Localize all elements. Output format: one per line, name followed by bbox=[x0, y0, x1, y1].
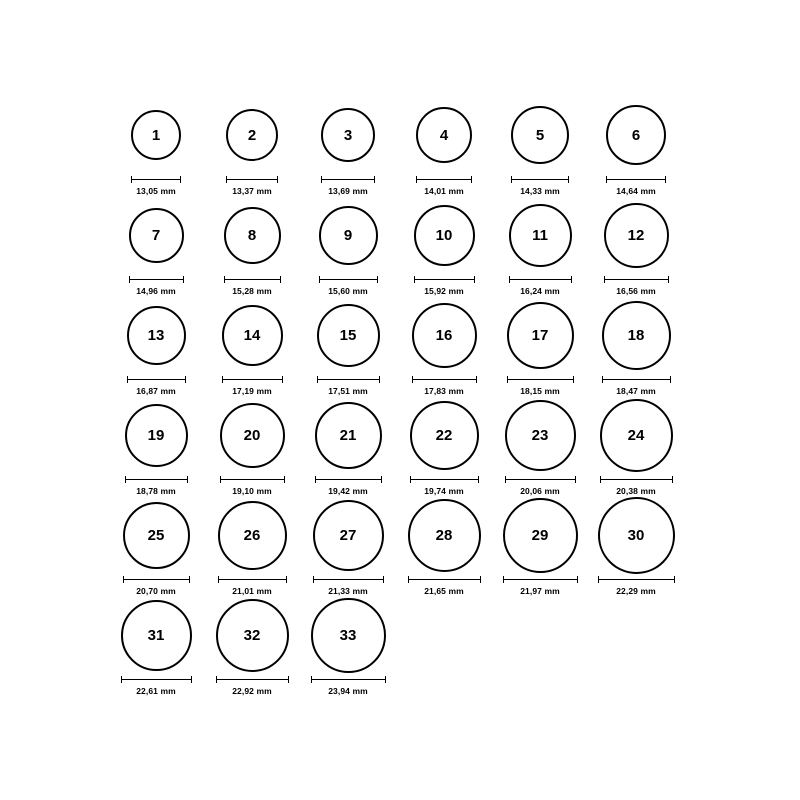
diameter-measure-bar bbox=[588, 175, 684, 183]
ring-circle-icon bbox=[313, 500, 384, 571]
ring-size-label: 33 bbox=[339, 626, 357, 644]
ring-size-row bbox=[108, 396, 692, 496]
ring-circle-icon bbox=[125, 404, 188, 467]
ring-outline-wrap bbox=[204, 496, 300, 574]
ring-outline-wrap bbox=[108, 196, 204, 274]
ring-size-item[interactable] bbox=[396, 396, 492, 496]
ring-outline-wrap bbox=[204, 596, 300, 674]
ring-diameter-label: 15,92 mm bbox=[424, 286, 464, 296]
ring-circle-icon bbox=[319, 206, 378, 265]
ring-outline-wrap bbox=[396, 196, 492, 274]
measure-line bbox=[511, 179, 569, 180]
diameter-measure-bar bbox=[204, 675, 300, 683]
diameter-measure-bar bbox=[204, 175, 300, 183]
ring-size-label: 28 bbox=[435, 526, 453, 544]
diameter-measure-bar bbox=[492, 575, 588, 583]
diameter-measure-bar bbox=[396, 575, 492, 583]
ring-outline-wrap bbox=[492, 296, 588, 374]
diameter-measure-bar bbox=[204, 475, 300, 483]
ring-circle-icon bbox=[224, 207, 281, 264]
ring-circle-icon bbox=[505, 400, 576, 471]
ring-circle-icon bbox=[131, 110, 181, 160]
diameter-measure-bar bbox=[204, 375, 300, 383]
measure-line bbox=[319, 279, 378, 280]
ring-outline-wrap bbox=[396, 96, 492, 174]
ring-outline-wrap bbox=[492, 196, 588, 274]
ring-size-label: 29 bbox=[531, 526, 549, 544]
ring-size-label: 11 bbox=[532, 226, 548, 244]
ring-diameter-label: 19,10 mm bbox=[232, 486, 272, 496]
ring-diameter-label: 14,96 mm bbox=[136, 286, 176, 296]
diameter-measure-bar bbox=[492, 275, 588, 283]
ring-size-row bbox=[108, 496, 692, 596]
ring-size-item[interactable] bbox=[108, 496, 204, 596]
ring-size-item[interactable] bbox=[204, 296, 300, 396]
ring-outline-wrap bbox=[108, 96, 204, 174]
diameter-measure-bar bbox=[588, 475, 684, 483]
ring-outline-wrap bbox=[300, 296, 396, 374]
ring-diameter-label: 13,37 mm bbox=[232, 186, 272, 196]
ring-circle-icon bbox=[216, 599, 289, 672]
diameter-measure-bar bbox=[108, 375, 204, 383]
diameter-measure-bar bbox=[300, 275, 396, 283]
ring-diameter-label: 22,29 mm bbox=[616, 586, 656, 596]
ring-diameter-label: 14,33 mm bbox=[520, 186, 560, 196]
ring-diameter-label: 17,83 mm bbox=[424, 386, 464, 396]
ring-size-item[interactable] bbox=[204, 96, 300, 196]
ring-circle-icon bbox=[127, 306, 186, 365]
diameter-measure-bar bbox=[588, 375, 684, 383]
ring-size-item[interactable] bbox=[108, 96, 204, 196]
ring-size-label: 9 bbox=[343, 226, 353, 244]
ring-size-item[interactable] bbox=[588, 196, 684, 296]
ring-circle-icon bbox=[602, 301, 671, 370]
ring-outline-wrap bbox=[396, 496, 492, 574]
diameter-measure-bar bbox=[108, 475, 204, 483]
diameter-measure-bar bbox=[204, 575, 300, 583]
measure-line bbox=[313, 579, 384, 580]
ring-outline-wrap bbox=[204, 296, 300, 374]
ring-size-label: 17 bbox=[531, 326, 549, 344]
diameter-measure-bar bbox=[396, 175, 492, 183]
ring-circle-icon bbox=[129, 208, 184, 263]
ring-diameter-label: 21,65 mm bbox=[424, 586, 464, 596]
diameter-measure-bar bbox=[396, 275, 492, 283]
ring-size-label: 16 bbox=[435, 326, 453, 344]
measure-line bbox=[127, 379, 186, 380]
ring-circle-icon bbox=[317, 304, 380, 367]
ring-circle-icon bbox=[226, 109, 278, 161]
ring-diameter-label: 13,05 mm bbox=[136, 186, 176, 196]
ring-size-label: 4 bbox=[439, 126, 449, 144]
ring-outline-wrap bbox=[588, 196, 684, 274]
ring-diameter-label: 15,60 mm bbox=[328, 286, 368, 296]
ring-size-row bbox=[108, 596, 692, 696]
measure-line bbox=[509, 279, 572, 280]
ring-size-item[interactable] bbox=[396, 196, 492, 296]
ring-size-row bbox=[108, 196, 692, 296]
diameter-measure-bar bbox=[204, 275, 300, 283]
ring-diameter-label: 20,06 mm bbox=[520, 486, 560, 496]
ring-size-item[interactable] bbox=[108, 396, 204, 496]
measure-line bbox=[414, 279, 475, 280]
ring-outline-wrap bbox=[300, 596, 396, 674]
ring-size-label: 2 bbox=[247, 126, 257, 144]
ring-diameter-label: 22,92 mm bbox=[232, 686, 272, 696]
ring-diameter-label: 19,74 mm bbox=[424, 486, 464, 496]
ring-outline-wrap bbox=[396, 396, 492, 474]
ring-circle-icon bbox=[509, 204, 572, 267]
ring-size-item[interactable] bbox=[204, 396, 300, 496]
diameter-measure-bar bbox=[492, 175, 588, 183]
ring-circle-icon bbox=[311, 598, 386, 673]
ring-size-label: 22 bbox=[435, 426, 453, 444]
ring-diameter-label: 14,64 mm bbox=[616, 186, 656, 196]
ring-size-label: 23 bbox=[531, 426, 549, 444]
diameter-measure-bar bbox=[300, 375, 396, 383]
ring-outline-wrap bbox=[204, 96, 300, 174]
measure-line bbox=[123, 579, 190, 580]
diameter-measure-bar bbox=[396, 375, 492, 383]
ring-outline-wrap bbox=[588, 296, 684, 374]
ring-size-item[interactable] bbox=[204, 596, 300, 696]
diameter-measure-bar bbox=[108, 175, 204, 183]
diameter-measure-bar bbox=[300, 475, 396, 483]
diameter-measure-bar bbox=[396, 475, 492, 483]
ring-size-label: 10 bbox=[435, 226, 453, 244]
ring-circle-icon bbox=[410, 401, 479, 470]
ring-size-label: 32 bbox=[243, 626, 261, 644]
ring-circle-icon bbox=[218, 501, 287, 570]
ring-size-item[interactable] bbox=[492, 196, 588, 296]
ring-circle-icon bbox=[606, 105, 666, 165]
ring-outline-wrap bbox=[108, 496, 204, 574]
measure-line bbox=[226, 179, 278, 180]
ring-size-label: 27 bbox=[339, 526, 357, 544]
ring-size-item[interactable] bbox=[492, 396, 588, 496]
ring-size-label: 25 bbox=[147, 526, 165, 544]
measure-line bbox=[224, 279, 281, 280]
ring-size-item[interactable] bbox=[396, 296, 492, 396]
measure-line bbox=[311, 679, 386, 680]
ring-circle-icon bbox=[598, 497, 675, 574]
ring-size-item[interactable] bbox=[588, 496, 684, 596]
ring-size-item[interactable] bbox=[300, 196, 396, 296]
ring-size-item[interactable] bbox=[300, 496, 396, 596]
ring-size-item[interactable] bbox=[588, 96, 684, 196]
ring-diameter-label: 18,15 mm bbox=[520, 386, 560, 396]
ring-circle-icon bbox=[121, 600, 192, 671]
diameter-measure-bar bbox=[108, 575, 204, 583]
ring-circle-icon bbox=[600, 399, 673, 472]
ring-diameter-label: 21,33 mm bbox=[328, 586, 368, 596]
measure-line bbox=[503, 579, 578, 580]
ring-circle-icon bbox=[414, 205, 475, 266]
diameter-measure-bar bbox=[108, 675, 204, 683]
ring-diameter-label: 14,01 mm bbox=[424, 186, 464, 196]
ring-size-row bbox=[108, 96, 692, 196]
ring-diameter-label: 20,38 mm bbox=[616, 486, 656, 496]
ring-diameter-label: 20,70 mm bbox=[136, 586, 176, 596]
ring-size-label: 31 bbox=[147, 626, 165, 644]
ring-size-item[interactable] bbox=[108, 596, 204, 696]
ring-circle-icon bbox=[416, 107, 472, 163]
ring-size-label: 5 bbox=[535, 126, 545, 144]
ring-size-label: 15 bbox=[339, 326, 357, 344]
measure-line bbox=[602, 379, 671, 380]
ring-circle-icon bbox=[412, 303, 477, 368]
ring-diameter-label: 17,51 mm bbox=[328, 386, 368, 396]
ring-size-item[interactable] bbox=[588, 296, 684, 396]
measure-line bbox=[410, 479, 479, 480]
ring-size-item[interactable] bbox=[396, 96, 492, 196]
ring-diameter-label: 18,47 mm bbox=[616, 386, 656, 396]
ring-circle-icon bbox=[511, 106, 569, 164]
ring-outline-wrap bbox=[588, 96, 684, 174]
diameter-measure-bar bbox=[300, 175, 396, 183]
ring-diameter-label: 22,61 mm bbox=[136, 686, 176, 696]
ring-size-label: 14 bbox=[243, 326, 261, 344]
measure-line bbox=[600, 479, 673, 480]
ring-circle-icon bbox=[315, 402, 382, 469]
diameter-measure-bar bbox=[588, 575, 684, 583]
ring-diameter-label: 16,87 mm bbox=[136, 386, 176, 396]
ring-size-label: 13 bbox=[147, 326, 165, 344]
ring-outline-wrap bbox=[588, 396, 684, 474]
ring-outline-wrap bbox=[300, 96, 396, 174]
measure-line bbox=[216, 679, 289, 680]
ring-circle-icon bbox=[222, 305, 283, 366]
measure-line bbox=[121, 679, 192, 680]
diameter-measure-bar bbox=[300, 675, 396, 683]
measure-line bbox=[606, 179, 666, 180]
ring-circle-icon bbox=[321, 108, 375, 162]
ring-diameter-label: 21,97 mm bbox=[520, 586, 560, 596]
measure-line bbox=[505, 479, 576, 480]
ring-diameter-label: 21,01 mm bbox=[232, 586, 272, 596]
ring-size-label: 18 bbox=[627, 326, 645, 344]
ring-outline-wrap bbox=[204, 396, 300, 474]
ring-size-item[interactable] bbox=[108, 196, 204, 296]
ring-size-item[interactable] bbox=[204, 496, 300, 596]
ring-size-label: 6 bbox=[631, 126, 641, 144]
ring-size-label: 21 bbox=[339, 426, 357, 444]
measure-line bbox=[416, 179, 472, 180]
ring-diameter-label: 16,24 mm bbox=[520, 286, 560, 296]
diameter-measure-bar bbox=[492, 475, 588, 483]
measure-line bbox=[131, 179, 181, 180]
ring-diameter-label: 19,42 mm bbox=[328, 486, 368, 496]
ring-size-item[interactable] bbox=[204, 196, 300, 296]
ring-circle-icon bbox=[408, 499, 481, 572]
ring-outline-wrap bbox=[492, 96, 588, 174]
ring-size-item[interactable] bbox=[492, 496, 588, 596]
ring-size-item[interactable] bbox=[396, 496, 492, 596]
ring-size-item[interactable] bbox=[492, 96, 588, 196]
ring-diameter-label: 16,56 mm bbox=[616, 286, 656, 296]
measure-line bbox=[412, 379, 477, 380]
ring-circle-icon bbox=[604, 203, 669, 268]
ring-size-label: 30 bbox=[627, 526, 645, 544]
ring-size-label: 26 bbox=[243, 526, 261, 544]
ring-size-label: 24 bbox=[627, 426, 645, 444]
ring-diameter-label: 17,19 mm bbox=[232, 386, 272, 396]
ring-size-item[interactable] bbox=[300, 596, 396, 696]
ring-size-label: 12 bbox=[627, 226, 645, 244]
ring-size-label: 7 bbox=[151, 226, 161, 244]
ring-size-item[interactable] bbox=[108, 296, 204, 396]
measure-line bbox=[222, 379, 283, 380]
ring-outline-wrap bbox=[300, 396, 396, 474]
diameter-measure-bar bbox=[492, 375, 588, 383]
ring-size-label: 20 bbox=[243, 426, 261, 444]
measure-line bbox=[408, 579, 481, 580]
ring-size-row bbox=[108, 296, 692, 396]
ring-size-item[interactable] bbox=[300, 296, 396, 396]
ring-outline-wrap bbox=[108, 596, 204, 674]
ring-outline-wrap bbox=[300, 496, 396, 574]
ring-diameter-label: 13,69 mm bbox=[328, 186, 368, 196]
measure-line bbox=[129, 279, 184, 280]
ring-size-item[interactable] bbox=[492, 296, 588, 396]
measure-line bbox=[218, 579, 287, 580]
diameter-measure-bar bbox=[300, 575, 396, 583]
ring-circle-icon bbox=[220, 403, 285, 468]
measure-line bbox=[220, 479, 285, 480]
ring-size-item[interactable] bbox=[300, 396, 396, 496]
ring-outline-wrap bbox=[300, 196, 396, 274]
ring-circle-icon bbox=[503, 498, 578, 573]
measure-line bbox=[598, 579, 675, 580]
diameter-measure-bar bbox=[108, 275, 204, 283]
ring-size-item[interactable] bbox=[300, 96, 396, 196]
ring-outline-wrap bbox=[492, 396, 588, 474]
ring-outline-wrap bbox=[108, 396, 204, 474]
measure-line bbox=[507, 379, 574, 380]
ring-outline-wrap bbox=[492, 496, 588, 574]
ring-size-label: 19 bbox=[147, 426, 165, 444]
ring-outline-wrap bbox=[396, 296, 492, 374]
ring-size-label: 8 bbox=[247, 226, 257, 244]
measure-line bbox=[604, 279, 669, 280]
measure-line bbox=[321, 179, 375, 180]
measure-line bbox=[125, 479, 188, 480]
ring-diameter-label: 15,28 mm bbox=[232, 286, 272, 296]
ring-size-label: 1 bbox=[151, 126, 161, 144]
ring-size-item[interactable] bbox=[588, 396, 684, 496]
ring-circle-icon bbox=[123, 502, 190, 569]
ring-diameter-label: 23,94 mm bbox=[328, 686, 368, 696]
ring-size-grid bbox=[108, 96, 692, 696]
ring-circle-icon bbox=[507, 302, 574, 369]
ring-outline-wrap bbox=[204, 196, 300, 274]
ring-outline-wrap bbox=[108, 296, 204, 374]
measure-line bbox=[317, 379, 380, 380]
ring-outline-wrap bbox=[588, 496, 684, 574]
measure-line bbox=[315, 479, 382, 480]
diameter-measure-bar bbox=[588, 275, 684, 283]
ring-diameter-label: 18,78 mm bbox=[136, 486, 176, 496]
ring-size-label: 3 bbox=[343, 126, 353, 144]
